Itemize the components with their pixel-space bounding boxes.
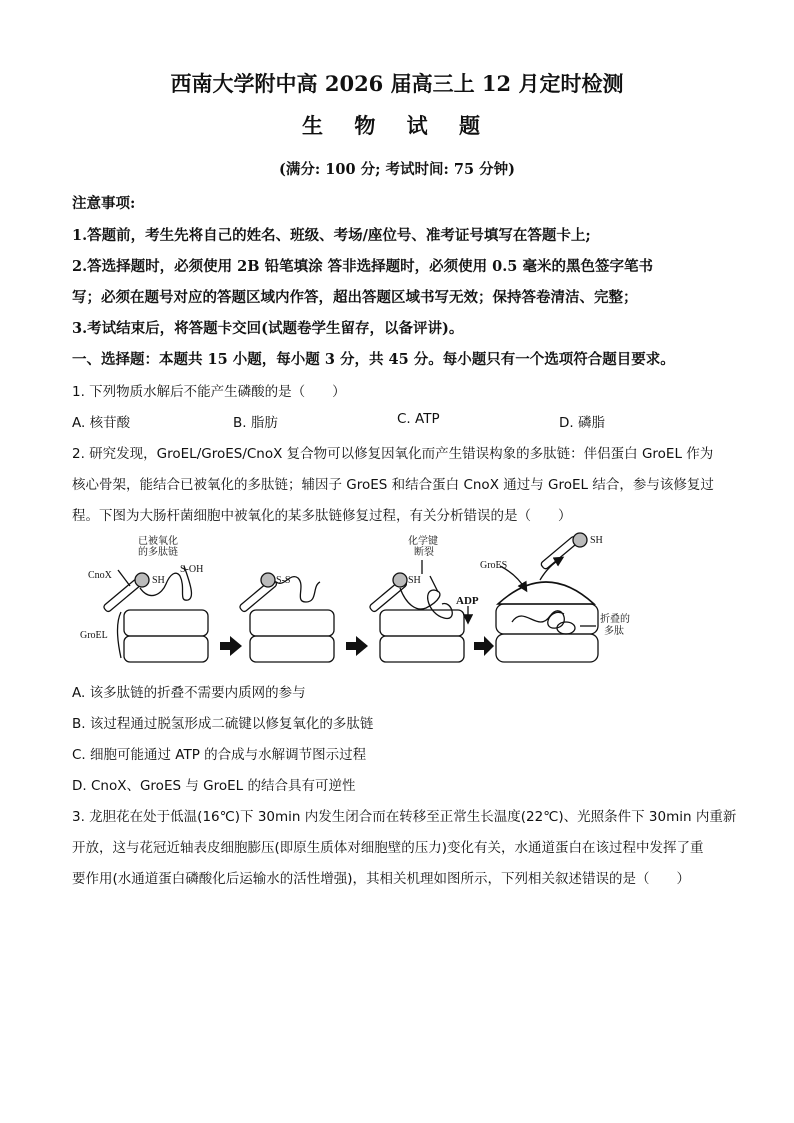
fig-label-soh: S-OH <box>180 564 204 575</box>
exam-meta: (满分: 100 分; 考试时间: 75 分钟) <box>279 161 515 178</box>
q2-figure <box>80 530 640 670</box>
groel-block-1b <box>124 636 208 662</box>
notice-item-2: 2.答选择题时，必须使用 2B 铅笔填涂 答非选择题时，必须使用 0.5 毫米的黑色签字笔书 <box>72 258 653 275</box>
fig-label-folded-2: 多肽 <box>604 626 624 637</box>
q2-option-d: D. CnoX、GroES 与 GroEL 的结合具有可逆性 <box>72 778 356 794</box>
q2-stem-line-3: 程。下图为大肠杆菌细胞中被氧化的某多肽链修复过程，有关分析错误的是（ ） <box>72 508 572 524</box>
q1-stem: 1. 下列物质水解后不能产生磷酸的是（ ） <box>72 384 346 400</box>
q3-stem-line-3: 要作用(水通道蛋白磷酸化后运输水的活性增强)，其相关机理如图所示，下列相关叙述错误的是（ ） <box>72 871 691 887</box>
fig-label-ss: S-S <box>276 575 291 586</box>
q1-option-b: B. 脂肪 <box>233 415 278 431</box>
fig-label-folded-1: 折叠的 <box>600 614 630 625</box>
groel-block-3a <box>380 610 464 636</box>
q2-stem-line-2: 核心骨架，能结合已被氧化的多肽链；辅因子 GroES 和结合蛋白 CnoX 通过与 GroEL 结合，参与该修复过 <box>72 477 714 493</box>
q2-option-b: B. 该过程通过脱氢形成二硫键以修复氧化的多肽链 <box>72 716 374 732</box>
notice-item-3: 3.考试结束后，将答题卡交回(试题卷学生留存，以备评讲)。 <box>72 320 464 337</box>
fig-label-sh-3: SH <box>408 575 421 586</box>
q3-stem-line-2: 开放，这与花冠近轴表皮细胞膨压(即原生质体对细胞壁的压力)变化有关，水通道蛋白在该过程中发挥了重 <box>72 840 704 856</box>
fig-label-adp: ADP <box>456 595 479 607</box>
fig-label-bond-2: 断裂 <box>414 547 434 558</box>
q2-option-c: C. 细胞可能通过 ATP 的合成与水解调节图示过程 <box>72 747 367 763</box>
fig-label-bond-1: 化学键 <box>408 536 438 547</box>
groel-block-2b <box>250 636 334 662</box>
notice-item-2-cont: 写；必须在题号对应的答题区域内作答，超出答题区域书写无效；保持答卷清洁、完整； <box>72 289 638 306</box>
exam-title: 西南大学附中高 2026 届高三上 12 月定时检测 <box>170 71 624 96</box>
groel-block-3b <box>380 636 464 662</box>
q3-stem-line-1: 3. 龙胆花在处于低温(16℃)下 30min 内发生闭合而在转移至正常生长温度(22℃)、光照条件下 30min 内重新 <box>72 809 737 825</box>
groel-block-4b <box>496 634 598 662</box>
fig-label-cnox: CnoX <box>88 570 112 581</box>
fig-label-groel: GroEL <box>80 630 108 641</box>
notice-item-1: 1.答题前，考生先将自己的姓名、班级、考场/座位号、准考证号填写在答题卡上; <box>72 227 591 244</box>
fig-label-oxidized-2: 的多肽链 <box>138 547 178 558</box>
q1-option-c: C. ATP <box>397 411 440 427</box>
q2-stem-line-1: 2. 研究发现，GroEL/GroES/CnoX 复合物可以修复因氧化而产生错误构象的多肽链：伴侣蛋白 GroEL 作为 <box>72 446 714 462</box>
notice-heading: 注意事项: <box>72 195 136 212</box>
fig-label-sh-1: SH <box>152 575 165 586</box>
groel-block-1a <box>124 610 208 636</box>
groel-block-2a <box>250 610 334 636</box>
fig-label-oxidized-1: 已被氧化 <box>138 536 178 547</box>
section-heading: 一、选择题：本题共 15 小题，每小题 3 分，共 45 分。每小题只有一个选项符合题目要求。 <box>72 351 675 368</box>
q1-option-a: A. 核苷酸 <box>72 415 131 431</box>
q2-option-a: A. 该多肽链的折叠不需要内质网的参与 <box>72 685 306 701</box>
fig-label-groes: GroES <box>480 560 508 571</box>
fig-label-sh-top: SH <box>590 535 603 546</box>
exam-subject: 生 物 试 题 <box>302 113 492 138</box>
q1-option-d: D. 磷脂 <box>559 415 605 431</box>
